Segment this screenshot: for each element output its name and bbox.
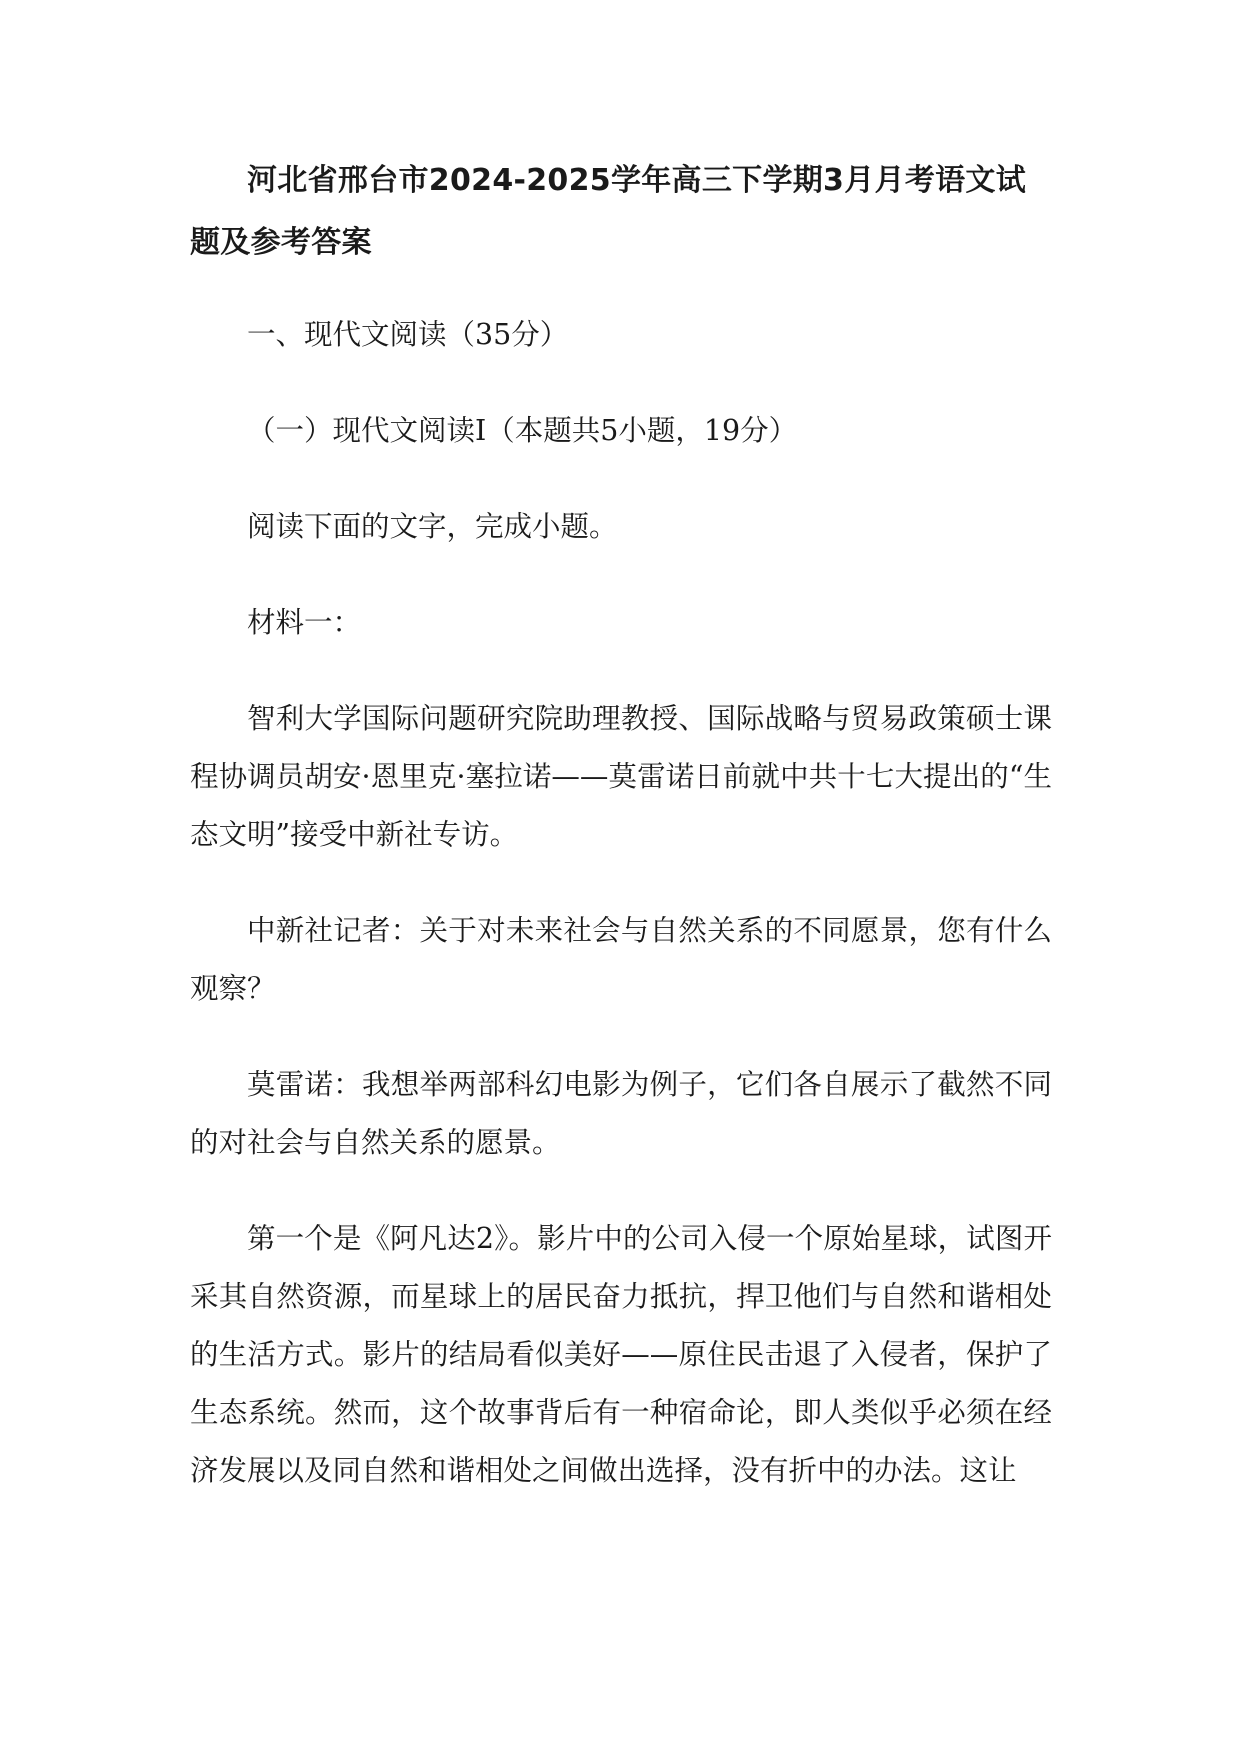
interview-question: 中新社记者：关于对未来社会与自然关系的不同愿景，您有什么观察？ — [190, 914, 1052, 1005]
body-paragraph: 第一个是《阿凡达2》。影片中的公司入侵一个原始星球，试图开采其自然资源，而星球上的居民奋力抵抗，捍卫他们与自然和谐相处的生活方式。影片的结局看似美好——原住民击退了入侵者，保护了生态系统。然而，这个故事背后有一种宿命论，即人类似乎必须在经济发展以及同自然和谐相处之间做出选择，没有折中的办法。这让 — [190, 1222, 1052, 1487]
document-body — [190, 150, 1052, 1500]
subsection-heading: （一）现代文阅读Ⅰ（本题共5小题，19分） — [247, 414, 798, 447]
document-title: 河北省邢台市2024-2025学年高三下学期3月月考语文试题及参考答案 — [190, 163, 1027, 260]
section-heading: 一、现代文阅读（35分） — [247, 318, 569, 351]
instruction-text: 阅读下面的文字，完成小题。 — [247, 510, 618, 543]
interview-answer: 莫雷诺：我想举两部科幻电影为例子，它们各自展示了截然不同的对社会与自然关系的愿景。 — [190, 1068, 1052, 1159]
body-paragraph: 智利大学国际问题研究院助理教授、国际战略与贸易政策硕士课程协调员胡安·恩里克·塞拉诺——莫雷诺日前就中共十七大提出的“生态文明”接受中新社专访。 — [190, 702, 1052, 851]
material-label: 材料一： — [247, 606, 362, 639]
